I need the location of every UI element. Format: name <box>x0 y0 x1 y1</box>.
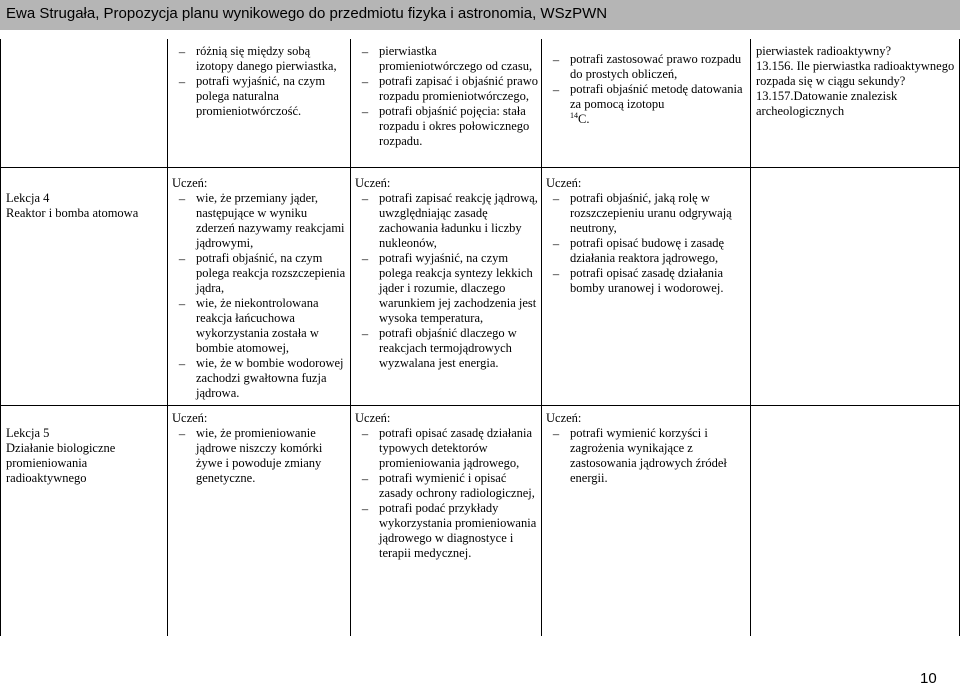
bullet-dash: – <box>361 75 369 89</box>
lesson5-col4 <box>546 411 746 486</box>
list-item <box>546 426 746 486</box>
bullet-dash: – <box>361 192 369 206</box>
lesson5-label <box>6 411 164 486</box>
top-row-col4 <box>546 52 746 127</box>
lesson4-col2 <box>172 176 347 401</box>
list-item <box>172 74 347 119</box>
list-item-text: potrafi opisać zasadę działania bomby uranowej i wodorowej. <box>570 266 724 295</box>
bullet-dash: – <box>178 192 186 206</box>
table-divider-col1 <box>167 39 168 636</box>
bullet-dash: – <box>361 327 369 341</box>
bullet-dash: – <box>361 252 369 266</box>
list-item <box>172 251 347 296</box>
list-item-text: potrafi opisać budowę i zasadę działania reaktora jądrowego, <box>570 236 725 265</box>
list-item-text: potrafi zapisać reakcję jądrową, uwzględniając zasadę zachowania ładunku i liczby nukleonów, <box>379 191 538 250</box>
bullet-dash: – <box>361 427 369 441</box>
table-divider-col2 <box>350 39 351 636</box>
bullet-dash: – <box>361 105 369 119</box>
bullet-dash: – <box>178 252 186 266</box>
list-item-text: potrafi wyjaśnić, na czym polega reakcja syntezy lekkich jąder i rozumie, dlaczego warunkiem jej zachodzenia jest wysoka temperatura, <box>379 251 537 325</box>
lesson4-col4-uczen: Uczeń: <box>546 176 582 190</box>
bullet-dash: – <box>552 83 560 97</box>
list-item-text: potrafi wyjaśnić, na czym polega naturalna promieniotwórczość. <box>196 74 326 118</box>
list-item <box>546 82 746 127</box>
bullet-dash: – <box>552 192 560 206</box>
table-divider-col3 <box>541 39 542 636</box>
list-item <box>546 52 746 82</box>
lesson4-title: Lekcja 4 Reaktor i bomba atomowa <box>6 191 139 220</box>
list-item-text: potrafi opisać zasadę działania typowych detektorów promieniowania jądrowego, <box>379 426 533 470</box>
bullet-dash: – <box>178 427 186 441</box>
bullet-dash: – <box>178 357 186 371</box>
lesson5-title: Lekcja 5 Działanie biologiczne promieniowania radioaktywnego <box>6 426 116 485</box>
bullet-dash: – <box>361 472 369 486</box>
bullet-dash: – <box>552 53 560 67</box>
list-item <box>355 74 538 104</box>
list-item-text: potrafi zapisać i objaśnić prawo rozpadu promieniotwórczego, <box>379 74 538 103</box>
header-title: Ewa Strugała, Propozycja planu wynikowego do przedmiotu fizyka i astronomia, WSzPWN <box>6 5 608 22</box>
lesson5-col3-uczen: Uczeń: <box>355 411 391 425</box>
list-item <box>172 426 347 486</box>
lesson4-col3-uczen: Uczeń: <box>355 176 391 190</box>
list-item-text: potrafi podać przykłady wykorzystania promieniowania jądrowego w diagnostyce i terapii medycznej. <box>379 501 537 560</box>
page-number: 10 <box>920 670 937 687</box>
lesson5-col4-uczen: Uczeń: <box>546 411 582 425</box>
list-item <box>546 191 746 236</box>
list-item <box>172 44 347 74</box>
bullet-dash: – <box>552 427 560 441</box>
list-item-text: pierwiastka promieniotwórczego od czasu, <box>379 44 533 73</box>
list-item-text: potrafi objaśnić, na czym polega reakcja rozszczepienia jądra, <box>196 251 346 295</box>
top-row-col3 <box>355 44 538 149</box>
list-item <box>355 501 538 561</box>
lesson5-col2-uczen: Uczeń: <box>172 411 208 425</box>
list-item-text: potrafi objaśnić, jaką rolę w rozszczepieniu uranu odgrywają neutrony, <box>570 191 732 235</box>
top-row-col2 <box>172 44 347 119</box>
isotope-mass-number: 14 <box>570 110 578 120</box>
list-item <box>546 236 746 266</box>
list-item-text: potrafi objaśnić pojęcia: stała rozpadu i okres połowicznego rozpadu. <box>379 104 530 148</box>
list-item <box>355 44 538 74</box>
list-item-text: potrafi wymienić korzyści i zagrożenia wynikające z zastosowania jądrowych źródeł energii. <box>570 426 727 485</box>
bullet-dash: – <box>552 267 560 281</box>
exercise-line: 13.157.Datowanie znalezisk archeologicznych <box>756 89 898 118</box>
list-item <box>172 356 347 401</box>
table-border-left <box>0 39 1 636</box>
list-item <box>355 191 538 251</box>
list-item <box>355 471 538 501</box>
list-item <box>355 326 538 371</box>
list-item <box>355 251 538 326</box>
exercise-line: 13.156. Ile pierwiastka radioaktywnego rozpada się w ciągu sekundy? <box>756 59 955 88</box>
bullet-dash: – <box>178 45 186 59</box>
page-header <box>0 0 960 30</box>
bullet-dash: – <box>552 237 560 251</box>
list-item <box>172 191 347 251</box>
list-item-text: potrafi objaśnić metodę datowania za pomocą izotopu <box>570 82 743 111</box>
lesson4-col4 <box>546 176 746 296</box>
bullet-dash: – <box>361 502 369 516</box>
list-item-text: potrafi objaśnić dlaczego w reakcjach termojądrowych wyzwalana jest energia. <box>379 326 517 370</box>
isotope-symbol: C. <box>578 112 590 126</box>
row-divider-2 <box>0 405 960 406</box>
list-item-text: wie, że niekontrolowana reakcja łańcuchowa wykorzystania została w bombie atomowej, <box>196 296 319 355</box>
lesson4-col3 <box>355 176 538 371</box>
list-item <box>355 104 538 149</box>
lesson4-col2-uczen: Uczeń: <box>172 176 208 190</box>
top-row-col5 <box>756 44 956 119</box>
list-item-text: potrafi zastosować prawo rozpadu do prostych obliczeń, <box>570 52 742 81</box>
lesson5-col3 <box>355 411 538 561</box>
bullet-dash: – <box>361 45 369 59</box>
list-item-text: wie, że w bombie wodorowej zachodzi gwałtowna fuzja jądrowa. <box>196 356 344 400</box>
exercise-line: pierwiastek radioaktywny? <box>756 44 892 58</box>
bullet-dash: – <box>178 297 186 311</box>
list-item <box>546 266 746 296</box>
row-divider-1 <box>0 167 960 168</box>
list-item-text: wie, że promieniowanie jądrowe niszczy komórki żywe i powoduje zmiany genetyczne. <box>196 426 323 485</box>
list-item <box>355 426 538 471</box>
list-item-text: potrafi wymienić i opisać zasady ochrony radiologicznej, <box>379 471 535 500</box>
lesson4-label <box>6 176 164 221</box>
table-divider-col4 <box>750 39 751 636</box>
list-item-text: różnią się między sobą izotopy danego pierwiastka, <box>196 44 337 73</box>
list-item <box>172 296 347 356</box>
lesson5-col2 <box>172 411 347 486</box>
list-item-text: wie, że przemiany jąder, następujące w wyniku zderzeń nazywamy reakcjami jądrowymi, <box>196 191 345 250</box>
bullet-dash: – <box>178 75 186 89</box>
